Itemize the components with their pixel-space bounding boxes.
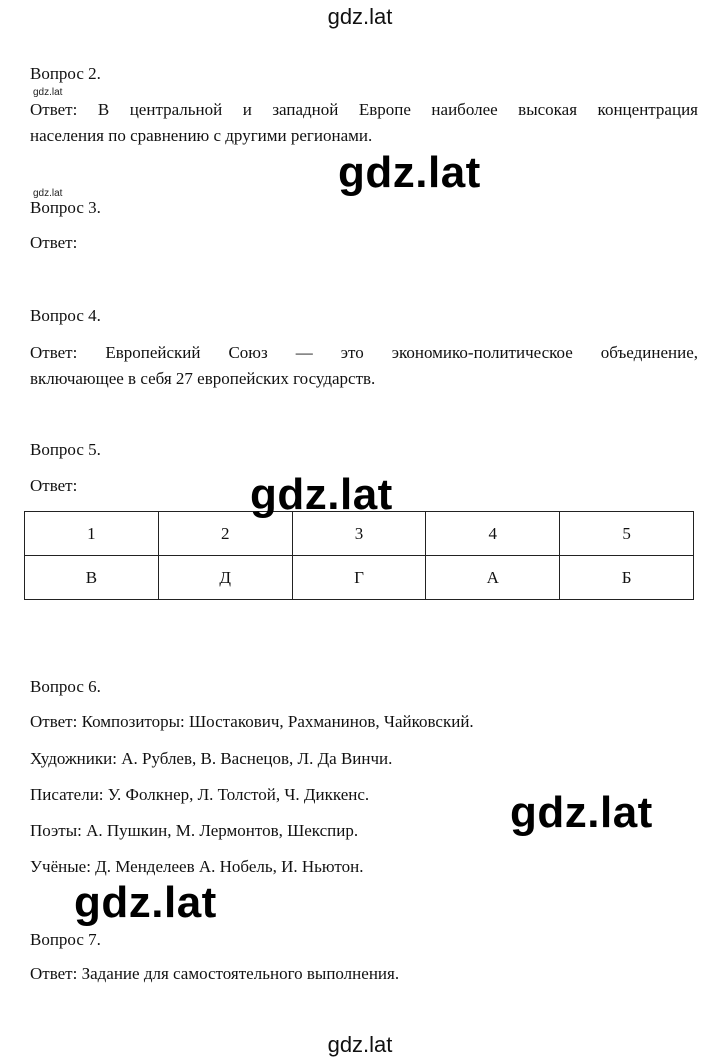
- question-3-title: Вопрос 3.: [30, 198, 101, 217]
- watermark-big-1: gdz.lat: [338, 148, 481, 197]
- question-6-line-2: Художники: А. Рублев, В. Васнецов, Л. Да Винчи.: [30, 749, 393, 768]
- question-6-line-3: Писатели: У. Фолкнер, Л. Толстой, Ч. Диккенс.: [30, 785, 370, 804]
- question-4-title: Вопрос 4.: [30, 306, 101, 325]
- watermark-big-3: gdz.lat: [510, 788, 653, 837]
- watermark-top: gdz.lat: [327, 4, 393, 29]
- question-2-title: Вопрос 2.: [30, 64, 101, 83]
- question-3-answer: Ответ:: [30, 233, 78, 252]
- answer-table-value-cell: Г: [292, 556, 426, 600]
- question-6-line-1: Ответ: Композиторы: Шостакович, Рахманинов, Чайковский.: [30, 712, 474, 731]
- question-6-line-4: Поэты: А. Пушкин, М. Лермонтов, Шекспир.: [30, 821, 359, 840]
- question-4-answer-line-2: включающее в себя 27 европейских государств.: [30, 369, 376, 388]
- answer-table-header-cell: 3: [292, 512, 426, 556]
- answer-table-header-cell: 4: [426, 512, 560, 556]
- watermark-big-4: gdz.lat: [74, 878, 217, 927]
- watermark-big-2: gdz.lat: [250, 470, 393, 519]
- answer-table-header-cell: 2: [158, 512, 292, 556]
- question-6-title: Вопрос 6.: [30, 677, 101, 696]
- question-7-title: Вопрос 7.: [30, 930, 101, 949]
- question-4-answer: [30, 340, 698, 392]
- answer-table: [24, 511, 694, 600]
- question-5-title: Вопрос 5.: [30, 440, 101, 459]
- question-2-answer: [30, 97, 698, 149]
- watermark-small-q3: gdz.lat: [33, 188, 63, 199]
- answer-table-header-cell: 1: [25, 512, 159, 556]
- answer-table-value-cell: В: [25, 556, 159, 600]
- question-5-answer: Ответ:: [30, 476, 78, 495]
- question-7-answer: Ответ: Задание для самостоятельного выполнения.: [30, 964, 400, 983]
- answer-table-value-cell: А: [426, 556, 560, 600]
- question-6-line-5: Учёные: Д. Менделеев А. Нобель, И. Ньютон.: [30, 857, 364, 876]
- watermark-bottom: gdz.lat: [327, 1032, 393, 1057]
- question-2-answer-line-2: населения по сравнению с другими регионами.: [30, 126, 373, 145]
- answer-table-value-row: [25, 556, 694, 600]
- watermark-small-q2: gdz.lat: [33, 87, 63, 98]
- answer-table-value-cell: Д: [158, 556, 292, 600]
- question-2-answer-line-1: Ответ: В центральной и западной Европе наиболее высокая концентрация: [30, 100, 698, 119]
- answer-table-header-cell: 5: [560, 512, 694, 556]
- answer-table-value-cell: Б: [560, 556, 694, 600]
- question-4-answer-line-1: Ответ: Европейский Союз — это экономико-политическое объединение,: [30, 343, 698, 362]
